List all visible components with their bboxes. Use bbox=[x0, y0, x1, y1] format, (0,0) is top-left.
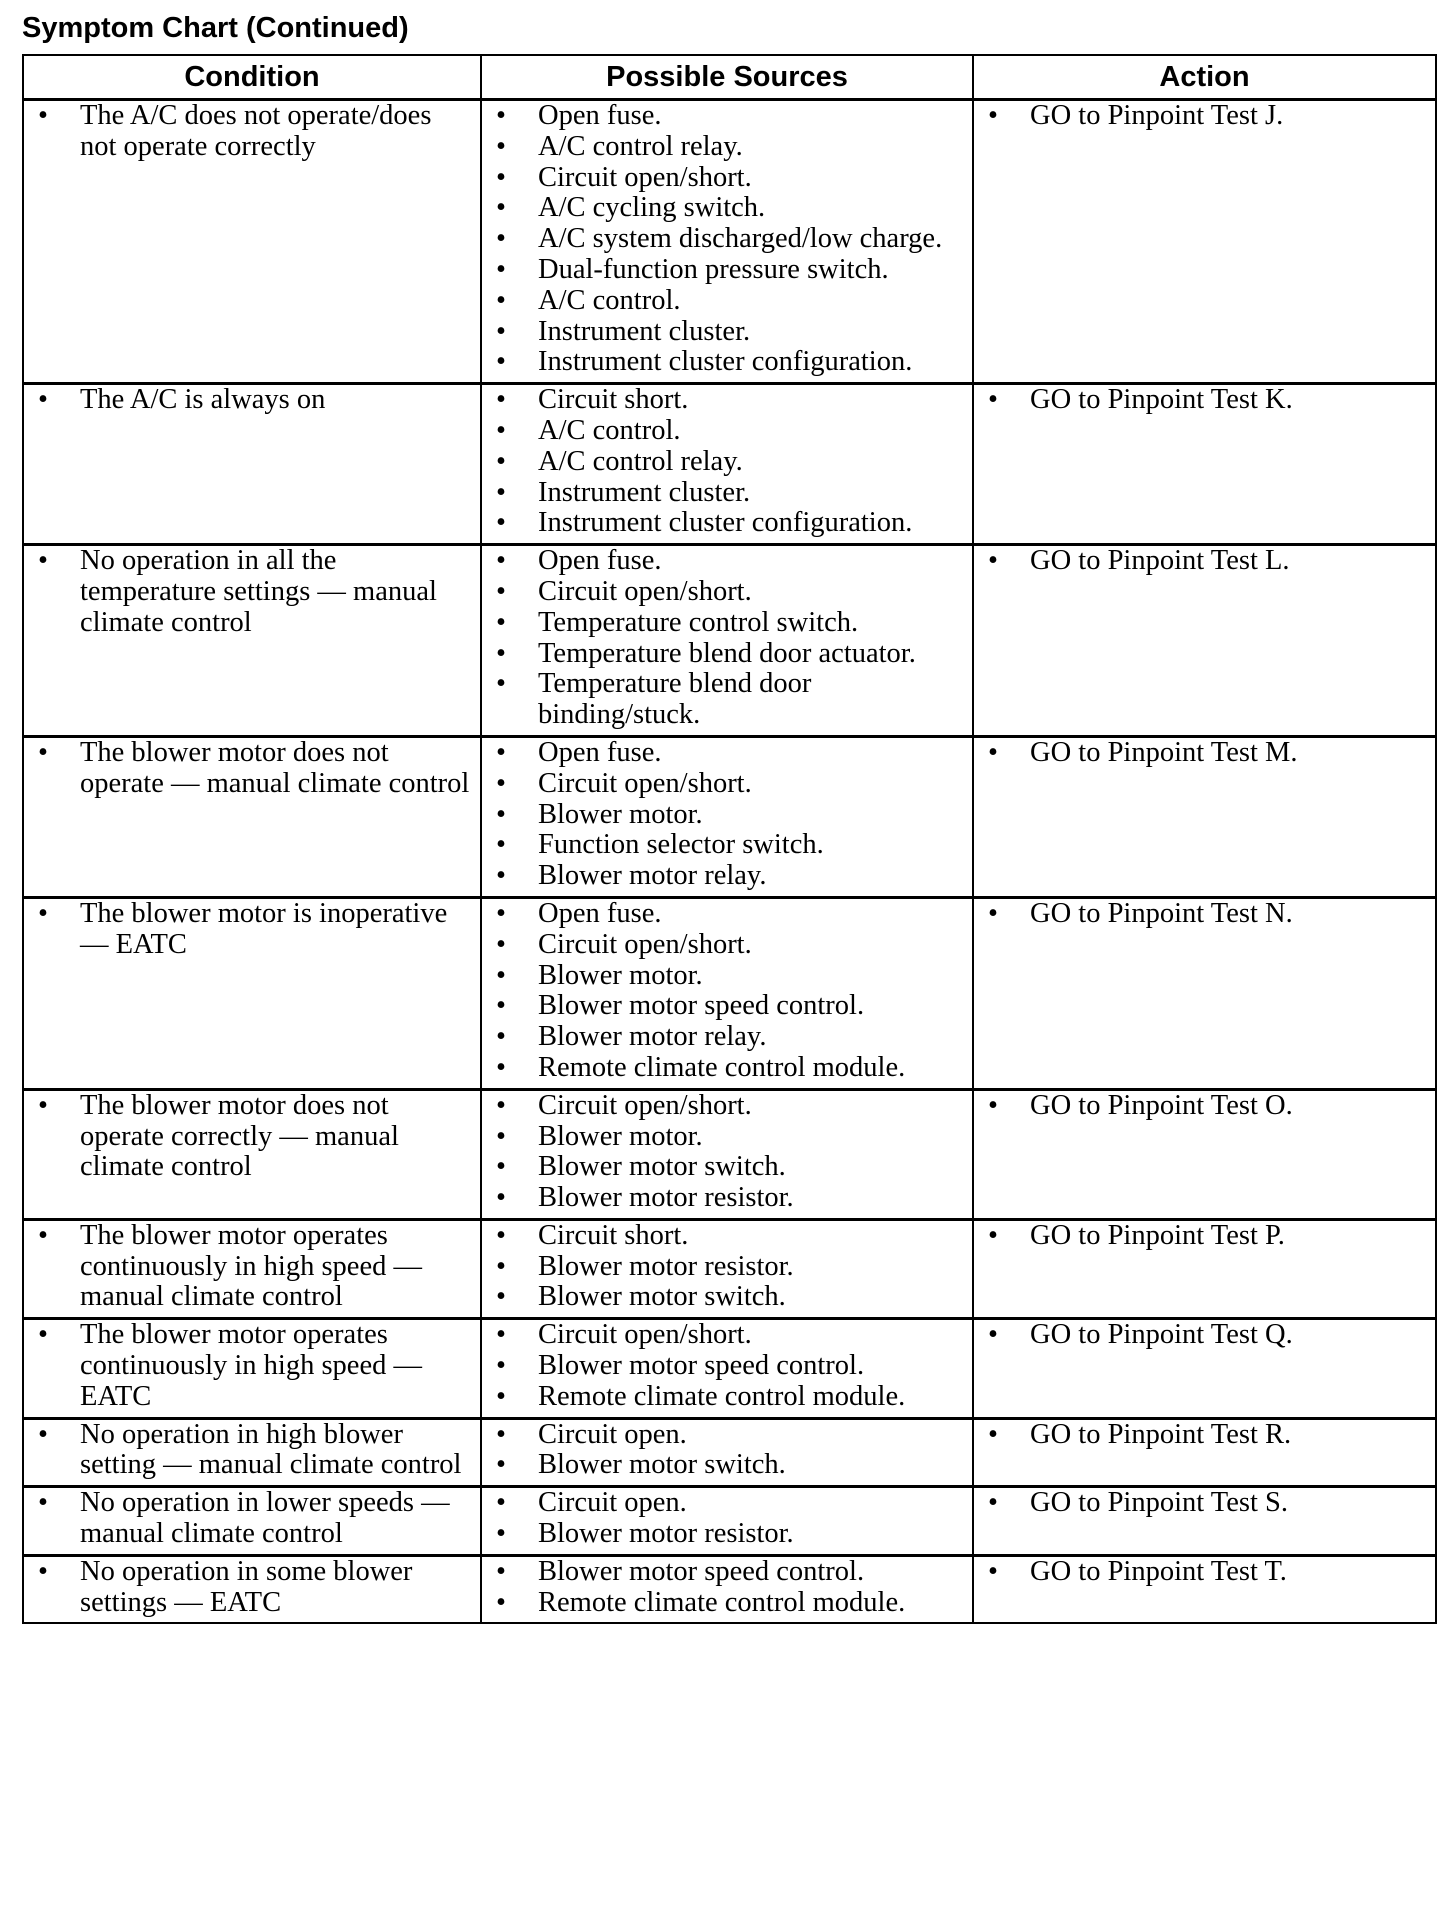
sources-text: A/C control relay. bbox=[538, 445, 743, 477]
list-item bbox=[482, 224, 966, 255]
list-item bbox=[24, 899, 474, 961]
bullet-icon: • bbox=[988, 897, 998, 929]
bullet-icon: • bbox=[496, 959, 506, 991]
action-cell bbox=[973, 1555, 1436, 1623]
bullet-icon: • bbox=[496, 1182, 506, 1214]
action-text: GO to Pinpoint Test K. bbox=[1030, 384, 1293, 416]
sources-text: Instrument cluster. bbox=[538, 315, 751, 347]
list-item bbox=[482, 800, 966, 831]
bullet-icon: • bbox=[496, 414, 506, 446]
bullet-icon: • bbox=[496, 736, 506, 768]
bullet-icon: • bbox=[496, 1120, 506, 1152]
sources-text: Circuit open/short. bbox=[538, 575, 752, 607]
possible-sources-cell bbox=[481, 1319, 973, 1418]
sources-text: Blower motor relay. bbox=[538, 860, 767, 892]
sources-text: Blower motor speed control. bbox=[538, 1350, 865, 1382]
list-item bbox=[482, 1252, 966, 1283]
sources-text: Function selector switch. bbox=[538, 829, 824, 861]
bullet-icon: • bbox=[496, 575, 506, 607]
possible-sources-cell bbox=[481, 1555, 973, 1623]
bullet-icon: • bbox=[496, 928, 506, 960]
bullet-icon: • bbox=[38, 100, 48, 131]
sources-text: Blower motor. bbox=[538, 959, 703, 991]
action-cell bbox=[973, 897, 1436, 1089]
list-item bbox=[974, 899, 1429, 930]
bullet-icon: • bbox=[38, 1487, 48, 1519]
list-item bbox=[482, 608, 966, 639]
condition-text: The blower motor operates continuously in high speed — EATC bbox=[80, 1319, 422, 1412]
sources-text: Temperature blend door binding/stuck. bbox=[538, 668, 812, 731]
condition-list bbox=[24, 101, 474, 163]
bullet-icon: • bbox=[496, 1487, 506, 1519]
sources-text: Blower motor relay. bbox=[538, 1021, 767, 1053]
table-row bbox=[23, 100, 1436, 384]
condition-cell bbox=[23, 100, 481, 384]
list-item bbox=[482, 1382, 966, 1413]
bullet-icon: • bbox=[496, 253, 506, 285]
condition-list bbox=[24, 1557, 474, 1619]
bullet-icon: • bbox=[988, 1555, 998, 1587]
list-item bbox=[482, 478, 966, 509]
possible-sources-cell bbox=[481, 384, 973, 545]
possible-sources-cell bbox=[481, 545, 973, 737]
sources-text: A/C control. bbox=[538, 414, 681, 446]
list-item bbox=[482, 1519, 966, 1550]
list-item bbox=[482, 1282, 966, 1313]
bullet-icon: • bbox=[496, 346, 506, 378]
bullet-icon: • bbox=[988, 1418, 998, 1450]
sources-text: Open fuse. bbox=[538, 897, 662, 929]
action-list bbox=[974, 1091, 1429, 1122]
bullet-icon: • bbox=[496, 1518, 506, 1550]
bullet-icon: • bbox=[38, 1555, 48, 1587]
list-item bbox=[974, 1091, 1429, 1122]
list-item bbox=[24, 1488, 474, 1550]
condition-list bbox=[24, 385, 474, 416]
action-cell bbox=[973, 100, 1436, 384]
sources-text: A/C system discharged/low charge. bbox=[538, 223, 943, 255]
condition-list bbox=[24, 738, 474, 800]
sources-list bbox=[482, 385, 966, 539]
action-text: GO to Pinpoint Test Q. bbox=[1030, 1319, 1293, 1351]
condition-cell bbox=[23, 1487, 481, 1556]
action-text: GO to Pinpoint Test L. bbox=[1030, 545, 1290, 577]
action-text: GO to Pinpoint Test T. bbox=[1030, 1555, 1287, 1587]
sources-text: A/C control. bbox=[538, 284, 681, 316]
sources-text: Remote climate control module. bbox=[538, 1380, 906, 1412]
list-item bbox=[974, 1488, 1429, 1519]
list-item bbox=[482, 1351, 966, 1382]
list-item bbox=[482, 255, 966, 286]
list-item bbox=[482, 416, 966, 447]
action-list bbox=[974, 385, 1429, 416]
bullet-icon: • bbox=[988, 1487, 998, 1519]
sources-text: Blower motor switch. bbox=[538, 1281, 786, 1313]
sources-text: A/C control relay. bbox=[538, 130, 743, 162]
sources-text: Circuit open/short. bbox=[538, 928, 752, 960]
sources-list bbox=[482, 546, 966, 731]
action-cell bbox=[973, 1418, 1436, 1487]
sources-text: Circuit open. bbox=[538, 1487, 687, 1519]
bullet-icon: • bbox=[988, 1219, 998, 1251]
sources-text: Remote climate control module. bbox=[538, 1051, 906, 1083]
list-item bbox=[482, 347, 966, 378]
condition-text: No operation in all the temperature settings — manual climate control bbox=[80, 545, 437, 638]
action-list bbox=[974, 1221, 1429, 1252]
bullet-icon: • bbox=[496, 100, 506, 131]
condition-text: The blower motor is inoperative — EATC bbox=[80, 897, 448, 960]
list-item bbox=[482, 1091, 966, 1122]
sources-text: Circuit open/short. bbox=[538, 1319, 752, 1351]
list-item bbox=[482, 508, 966, 539]
action-text: GO to Pinpoint Test S. bbox=[1030, 1487, 1288, 1519]
action-cell bbox=[973, 1089, 1436, 1219]
bullet-icon: • bbox=[496, 860, 506, 892]
bullet-icon: • bbox=[496, 284, 506, 316]
list-item bbox=[482, 738, 966, 769]
bullet-icon: • bbox=[496, 1151, 506, 1183]
list-item bbox=[482, 961, 966, 992]
table-row bbox=[23, 545, 1436, 737]
list-item bbox=[482, 577, 966, 608]
bullet-icon: • bbox=[496, 1555, 506, 1587]
list-item bbox=[482, 1320, 966, 1351]
bullet-icon: • bbox=[496, 606, 506, 638]
sources-text: Blower motor resistor. bbox=[538, 1182, 794, 1214]
list-item bbox=[482, 1122, 966, 1153]
action-text: GO to Pinpoint Test M. bbox=[1030, 736, 1298, 768]
sources-list bbox=[482, 1091, 966, 1214]
list-item bbox=[482, 317, 966, 348]
possible-sources-cell bbox=[481, 897, 973, 1089]
symptom-table bbox=[22, 54, 1437, 1624]
sources-text: Circuit open. bbox=[538, 1418, 687, 1450]
bullet-icon: • bbox=[38, 1319, 48, 1351]
bullet-icon: • bbox=[496, 897, 506, 929]
possible-sources-column-header: Possible Sources bbox=[481, 55, 973, 100]
sources-text: Remote climate control module. bbox=[538, 1586, 906, 1618]
possible-sources-cell bbox=[481, 1219, 973, 1318]
list-item bbox=[974, 101, 1429, 132]
list-item bbox=[24, 546, 474, 638]
action-cell bbox=[973, 736, 1436, 897]
bullet-icon: • bbox=[496, 223, 506, 255]
action-column-header: Action bbox=[973, 55, 1436, 100]
bullet-icon: • bbox=[496, 829, 506, 861]
condition-text: No operation in high blower setting — manual climate control bbox=[80, 1418, 462, 1481]
action-text: GO to Pinpoint Test J. bbox=[1030, 100, 1284, 131]
sources-text: A/C cycling switch. bbox=[538, 192, 766, 224]
bullet-icon: • bbox=[496, 161, 506, 193]
list-item bbox=[482, 385, 966, 416]
action-list bbox=[974, 899, 1429, 930]
bullet-icon: • bbox=[496, 476, 506, 508]
possible-sources-cell bbox=[481, 1089, 973, 1219]
bullet-icon: • bbox=[496, 990, 506, 1022]
condition-cell bbox=[23, 1319, 481, 1418]
bullet-icon: • bbox=[496, 130, 506, 162]
action-text: GO to Pinpoint Test N. bbox=[1030, 897, 1293, 929]
table-row bbox=[23, 1089, 1436, 1219]
condition-cell bbox=[23, 897, 481, 1089]
table-row bbox=[23, 1555, 1436, 1623]
list-item bbox=[482, 991, 966, 1022]
condition-cell bbox=[23, 1089, 481, 1219]
condition-cell bbox=[23, 1418, 481, 1487]
condition-cell bbox=[23, 1555, 481, 1623]
list-item bbox=[974, 1320, 1429, 1351]
list-item bbox=[482, 1488, 966, 1519]
condition-list bbox=[24, 899, 474, 961]
bullet-icon: • bbox=[496, 1380, 506, 1412]
list-item bbox=[482, 930, 966, 961]
sources-text: Instrument cluster configuration. bbox=[538, 507, 913, 539]
list-item bbox=[974, 1557, 1429, 1588]
action-cell bbox=[973, 1487, 1436, 1556]
action-list bbox=[974, 1320, 1429, 1351]
list-item bbox=[482, 1221, 966, 1252]
bullet-icon: • bbox=[988, 384, 998, 416]
bullet-icon: • bbox=[988, 1089, 998, 1121]
sources-text: Blower motor speed control. bbox=[538, 1555, 865, 1587]
list-item bbox=[482, 769, 966, 800]
sources-text: Blower motor switch. bbox=[538, 1151, 786, 1183]
action-text: GO to Pinpoint Test R. bbox=[1030, 1418, 1292, 1450]
bullet-icon: • bbox=[988, 736, 998, 768]
bullet-icon: • bbox=[38, 897, 48, 929]
list-item bbox=[24, 1557, 474, 1619]
condition-text: The A/C does not operate/does not operate correctly bbox=[80, 100, 432, 162]
sources-list bbox=[482, 1221, 966, 1313]
bullet-icon: • bbox=[496, 545, 506, 577]
condition-cell bbox=[23, 545, 481, 737]
list-item bbox=[974, 1221, 1429, 1252]
list-item bbox=[974, 1420, 1429, 1451]
table-row bbox=[23, 1487, 1436, 1556]
bullet-icon: • bbox=[38, 1418, 48, 1450]
sources-text: Circuit short. bbox=[538, 1219, 689, 1251]
action-list bbox=[974, 546, 1429, 577]
bullet-icon: • bbox=[496, 1051, 506, 1083]
table-header-row bbox=[23, 55, 1436, 100]
possible-sources-cell bbox=[481, 100, 973, 384]
sources-list bbox=[482, 738, 966, 892]
condition-list bbox=[24, 1320, 474, 1412]
list-item bbox=[24, 1091, 474, 1183]
list-item bbox=[974, 546, 1429, 577]
sources-list bbox=[482, 1420, 966, 1482]
condition-text: The A/C is always on bbox=[80, 384, 326, 416]
sources-text: Open fuse. bbox=[538, 545, 662, 577]
bullet-icon: • bbox=[38, 384, 48, 416]
sources-text: Blower motor resistor. bbox=[538, 1518, 794, 1550]
list-item bbox=[482, 1588, 966, 1619]
sources-text: Dual-function pressure switch. bbox=[538, 253, 889, 285]
action-list bbox=[974, 101, 1429, 132]
action-cell bbox=[973, 384, 1436, 545]
list-item bbox=[482, 1557, 966, 1588]
bullet-icon: • bbox=[496, 1350, 506, 1382]
condition-list bbox=[24, 1420, 474, 1482]
condition-list bbox=[24, 1488, 474, 1550]
table-row bbox=[23, 1418, 1436, 1487]
condition-text: No operation in lower speeds — manual climate control bbox=[80, 1487, 450, 1550]
sources-list bbox=[482, 1320, 966, 1412]
sources-list bbox=[482, 1488, 966, 1550]
bullet-icon: • bbox=[38, 1089, 48, 1121]
condition-column-header: Condition bbox=[23, 55, 481, 100]
list-item bbox=[482, 286, 966, 317]
list-item bbox=[482, 1420, 966, 1451]
bullet-icon: • bbox=[496, 1319, 506, 1351]
list-item bbox=[24, 1221, 474, 1313]
bullet-icon: • bbox=[496, 1586, 506, 1618]
condition-cell bbox=[23, 384, 481, 545]
action-list bbox=[974, 1488, 1429, 1519]
condition-cell bbox=[23, 736, 481, 897]
bullet-icon: • bbox=[496, 1250, 506, 1282]
possible-sources-cell bbox=[481, 736, 973, 897]
list-item bbox=[974, 738, 1429, 769]
sources-text: Instrument cluster configuration. bbox=[538, 346, 913, 378]
condition-text: The blower motor does not operate correctly — manual climate control bbox=[80, 1089, 399, 1183]
action-list bbox=[974, 1420, 1429, 1451]
bullet-icon: • bbox=[496, 192, 506, 224]
bullet-icon: • bbox=[496, 1418, 506, 1450]
sources-text: Blower motor speed control. bbox=[538, 990, 865, 1022]
action-text: GO to Pinpoint Test P. bbox=[1030, 1219, 1285, 1251]
condition-text: The blower motor does not operate — manual climate control bbox=[80, 736, 470, 799]
list-item bbox=[482, 132, 966, 163]
list-item bbox=[482, 1152, 966, 1183]
condition-cell bbox=[23, 1219, 481, 1318]
action-list bbox=[974, 738, 1429, 769]
list-item bbox=[482, 1450, 966, 1481]
bullet-icon: • bbox=[496, 507, 506, 539]
action-cell bbox=[973, 1319, 1436, 1418]
condition-list bbox=[24, 1091, 474, 1183]
sources-text: Instrument cluster. bbox=[538, 476, 751, 508]
list-item bbox=[24, 1420, 474, 1482]
bullet-icon: • bbox=[496, 668, 506, 700]
condition-list bbox=[24, 546, 474, 638]
sources-text: Circuit open/short. bbox=[538, 161, 752, 193]
table-body bbox=[23, 100, 1436, 1624]
list-item bbox=[482, 546, 966, 577]
possible-sources-cell bbox=[481, 1418, 973, 1487]
table-row bbox=[23, 897, 1436, 1089]
list-item bbox=[482, 1183, 966, 1214]
bullet-icon: • bbox=[496, 767, 506, 799]
bullet-icon: • bbox=[496, 315, 506, 347]
bullet-icon: • bbox=[988, 100, 998, 131]
sources-text: Blower motor switch. bbox=[538, 1449, 786, 1481]
list-item bbox=[482, 193, 966, 224]
sources-text: Temperature control switch. bbox=[538, 606, 859, 638]
list-item bbox=[482, 1022, 966, 1053]
bullet-icon: • bbox=[496, 798, 506, 830]
list-item bbox=[482, 101, 966, 132]
list-item bbox=[24, 738, 474, 800]
condition-text: No operation in some blower settings — EATC bbox=[80, 1555, 413, 1618]
list-item bbox=[482, 163, 966, 194]
list-item bbox=[974, 385, 1429, 416]
table-row bbox=[23, 1319, 1436, 1418]
sources-list bbox=[482, 101, 966, 378]
sources-text: Open fuse. bbox=[538, 100, 662, 131]
bullet-icon: • bbox=[988, 545, 998, 577]
bullet-icon: • bbox=[38, 1219, 48, 1251]
list-item bbox=[482, 830, 966, 861]
table-row bbox=[23, 736, 1436, 897]
list-item bbox=[24, 385, 474, 416]
bullet-icon: • bbox=[496, 384, 506, 416]
action-cell bbox=[973, 1219, 1436, 1318]
sources-text: Blower motor. bbox=[538, 798, 703, 830]
bullet-icon: • bbox=[496, 1449, 506, 1481]
action-list bbox=[974, 1557, 1429, 1588]
action-text: GO to Pinpoint Test O. bbox=[1030, 1089, 1293, 1121]
sources-text: Blower motor. bbox=[538, 1120, 703, 1152]
action-cell bbox=[973, 545, 1436, 737]
condition-text: The blower motor operates continuously in high speed — manual climate control bbox=[80, 1219, 422, 1313]
bullet-icon: • bbox=[496, 1089, 506, 1121]
condition-list bbox=[24, 1221, 474, 1313]
sources-list bbox=[482, 899, 966, 1084]
bullet-icon: • bbox=[496, 1281, 506, 1313]
sources-text: Open fuse. bbox=[538, 736, 662, 768]
bullet-icon: • bbox=[496, 445, 506, 477]
list-item bbox=[482, 1053, 966, 1084]
possible-sources-cell bbox=[481, 1487, 973, 1556]
sources-list bbox=[482, 1557, 966, 1619]
list-item bbox=[482, 669, 966, 731]
table-row bbox=[23, 384, 1436, 545]
list-item bbox=[482, 639, 966, 670]
bullet-icon: • bbox=[38, 545, 48, 577]
table-row bbox=[23, 1219, 1436, 1318]
sources-text: Circuit open/short. bbox=[538, 1089, 752, 1121]
page-title: Symptom Chart (Continued) bbox=[22, 12, 409, 44]
sources-text: Circuit short. bbox=[538, 384, 689, 416]
list-item bbox=[482, 861, 966, 892]
list-item bbox=[24, 101, 474, 163]
bullet-icon: • bbox=[496, 637, 506, 669]
sources-text: Circuit open/short. bbox=[538, 767, 752, 799]
bullet-icon: • bbox=[988, 1319, 998, 1351]
bullet-icon: • bbox=[496, 1021, 506, 1053]
bullet-icon: • bbox=[38, 736, 48, 768]
sources-text: Temperature blend door actuator. bbox=[538, 637, 916, 669]
list-item bbox=[482, 899, 966, 930]
list-item bbox=[482, 447, 966, 478]
bullet-icon: • bbox=[496, 1219, 506, 1251]
sources-text: Blower motor resistor. bbox=[538, 1250, 794, 1282]
list-item bbox=[24, 1320, 474, 1412]
